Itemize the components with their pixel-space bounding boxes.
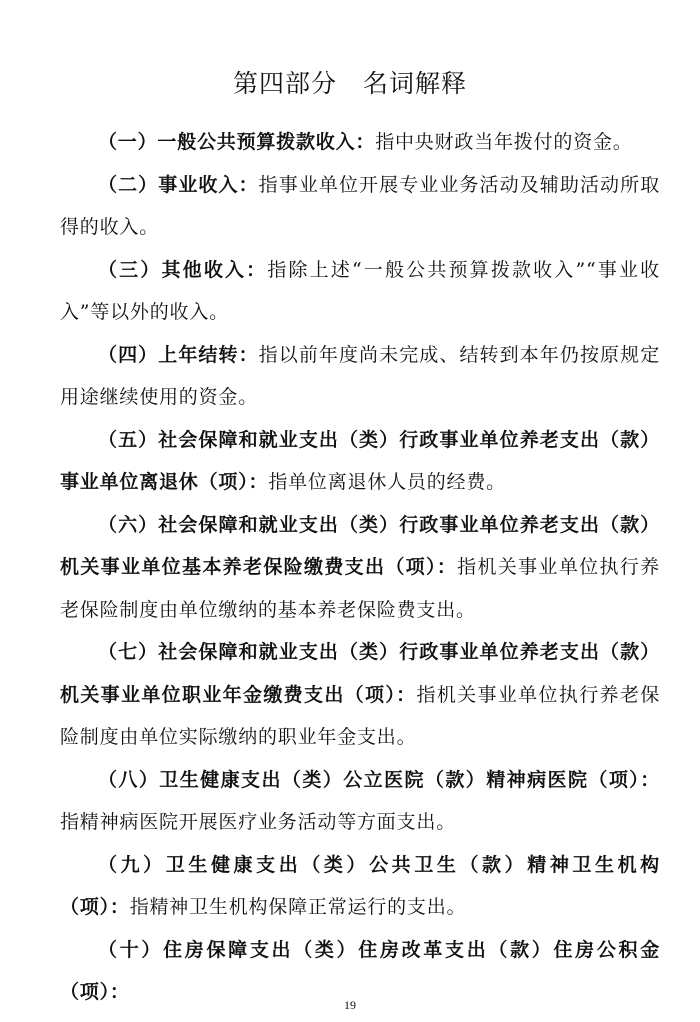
definition-text: 指机关事业单位执行养老保险制度由单位实际缴纳的职业年金支出。	[60, 683, 660, 748]
definition-term: （六）社会保障和就业支出（类）行政事业单位养老支出（款）机关事业单位基本养老保险缴费支出（项）：	[60, 513, 660, 578]
definition-item-3	[60, 249, 660, 334]
definition-text: 指以前年度尚未完成、结转到本年仍按原规定用途继续使用的资金。	[60, 343, 660, 408]
definitions-list	[60, 121, 660, 1014]
definition-item-4	[60, 334, 660, 419]
definition-text: 指除上述“一般公共预算拨款收入”“事业收入”等以外的收入。	[60, 258, 660, 323]
page-title: 第四部分 名词解释	[232, 69, 467, 98]
definition-term: （九）卫生健康支出（类）公共卫生（款）精神卫生机构（项）：	[60, 853, 660, 918]
definition-text: 指精神卫生机构保障正常运行的支出。	[129, 896, 467, 918]
definition-item-7	[60, 631, 660, 759]
definition-term: （五）社会保障和就业支出（类）行政事业单位养老支出（款）事业单位离退休（项）：	[60, 428, 660, 493]
definition-term: （三）其他收入：	[98, 258, 268, 281]
definition-term: （四）上年结转：	[98, 343, 259, 366]
definition-item-5	[60, 419, 660, 504]
definition-text: 指中央财政当年拨付的资金。	[375, 131, 633, 153]
definition-item-6	[60, 504, 660, 632]
page-number: 19	[344, 998, 356, 1012]
definition-term: （八）卫生健康支出（类）公立医院（款）精神病医院（项）：	[98, 768, 660, 791]
definition-text: 指精神病医院开展医疗业务活动等方面支出。	[60, 811, 457, 833]
definition-item-2	[60, 164, 660, 249]
definition-item-1	[60, 121, 660, 164]
definition-text: 指机关事业单位执行养老保险制度由单位缴纳的基本养老保险费支出。	[60, 556, 660, 621]
definition-text: 指事业单位开展专业业务活动及辅助活动所取得的收入。	[60, 173, 660, 238]
definition-item-8	[60, 759, 660, 844]
definition-term: （七）社会保障和就业支出（类）行政事业单位养老支出（款）机关事业单位职业年金缴费支出（项）：	[60, 641, 660, 706]
definition-item-9	[60, 844, 660, 929]
definition-term: （一）一般公共预算拨款收入：	[98, 131, 376, 153]
definition-text: 指单位离退休人员的经费。	[268, 471, 506, 493]
definition-term: （十）住房保障支出（类）住房改革支出（款）住房公积金（项）：	[60, 938, 660, 1003]
definition-term: （二）事业收入：	[98, 173, 259, 196]
